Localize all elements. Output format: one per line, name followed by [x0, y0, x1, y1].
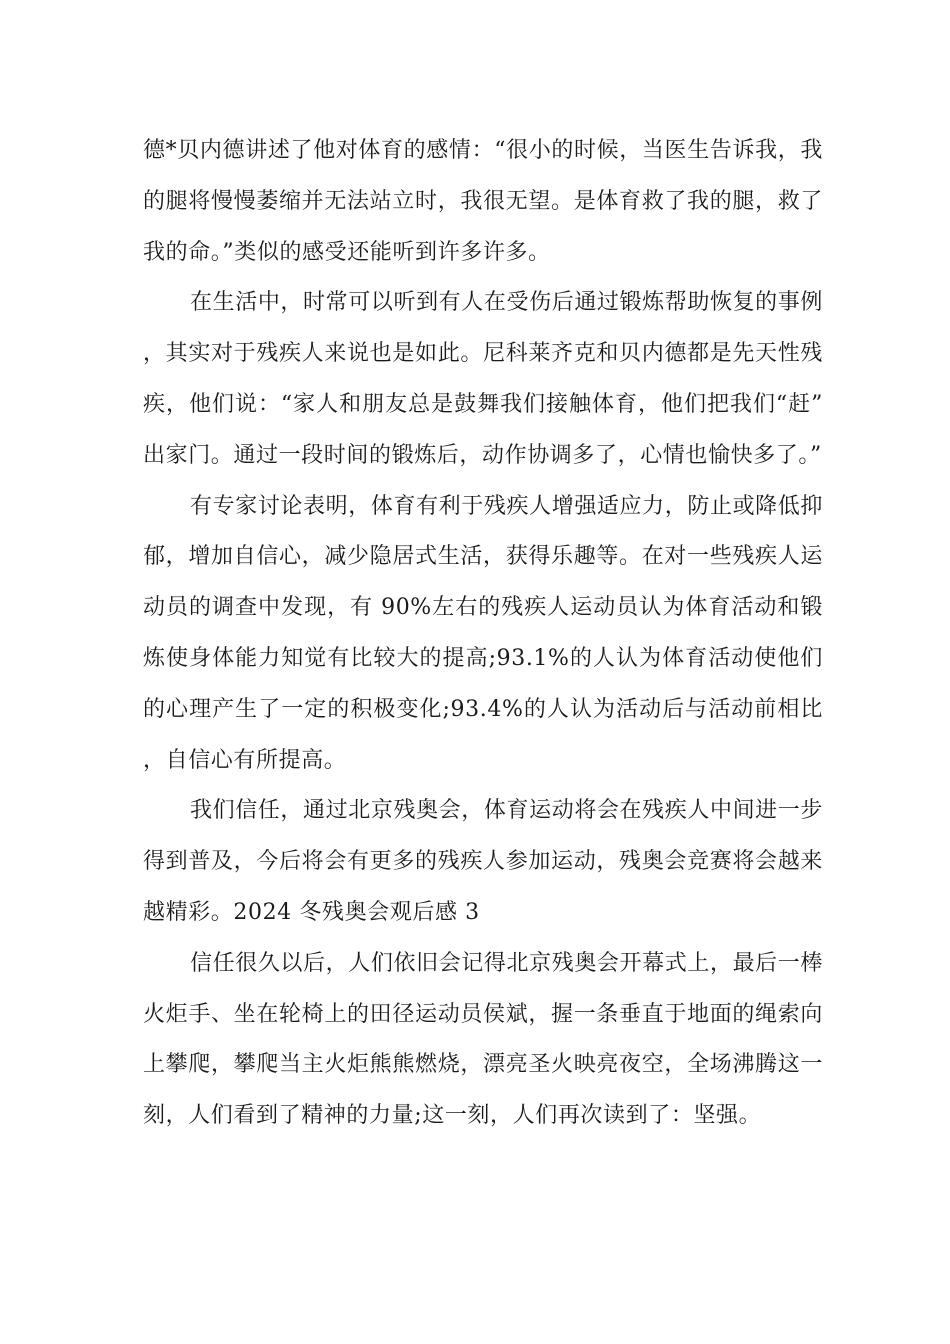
paragraph-3: 有专家讨论表明，体育有利于残疾人增强适应力，防止或降低抑郁，增加自信心，减少隐居式生活，获得乐趣等。在对一些残疾人运动员的调查中发现，有 90%左右的残疾人运动员认为体育活动和锻炼使身体能力知觉有比较大的提高;93.1%的人认为体育活动使他们的心理产生了一定的积极变化;93.4%的人认为活动后与活动前相比，自信心有所提高。: [143, 493, 823, 773]
paragraph-5: 信任很久以后，人们依旧会记得北京残奥会开幕式上，最后一棒火炬手、坐在轮椅上的田径运动员侯斌，握一条垂直于地面的绳索向上攀爬，攀爬当主火炬熊熊燃烧，漂亮圣火映亮夜空，全场沸腾这一刻，人们看到了精神的力量;这一刻，人们再次读到了：坚强。: [143, 950, 823, 1129]
paragraph-1: 德*贝内德讲述了他对体育的感情：“很小的时候，当医生告诉我，我的腿将慢慢萎缩并无法站立时，我很无望。是体育救了我的腿，救了我的命。”类似的感受还能听到许多许多。: [143, 138, 823, 265]
paragraph-2: 在生活中，时常可以听到有人在受伤后通过锻炼帮助恢复的事例，其实对于残疾人来说也是如此。尼科莱齐克和贝内德都是先天性残疾，他们说：“家人和朋友总是鼓舞我们接触体育，他们把我们“赶”出家门。通过一段时间的锻炼后，动作协调多了，心情也愉快多了。”: [143, 290, 823, 468]
document-body: [143, 126, 823, 1142]
paragraph-4: 我们信任，通过北京残奥会，体育运动将会在残疾人中间进一步得到普及，今后将会有更多的残疾人参加运动，残奥会竞赛将会越来越精彩。2024 冬残奥会观后感 3: [143, 798, 823, 925]
